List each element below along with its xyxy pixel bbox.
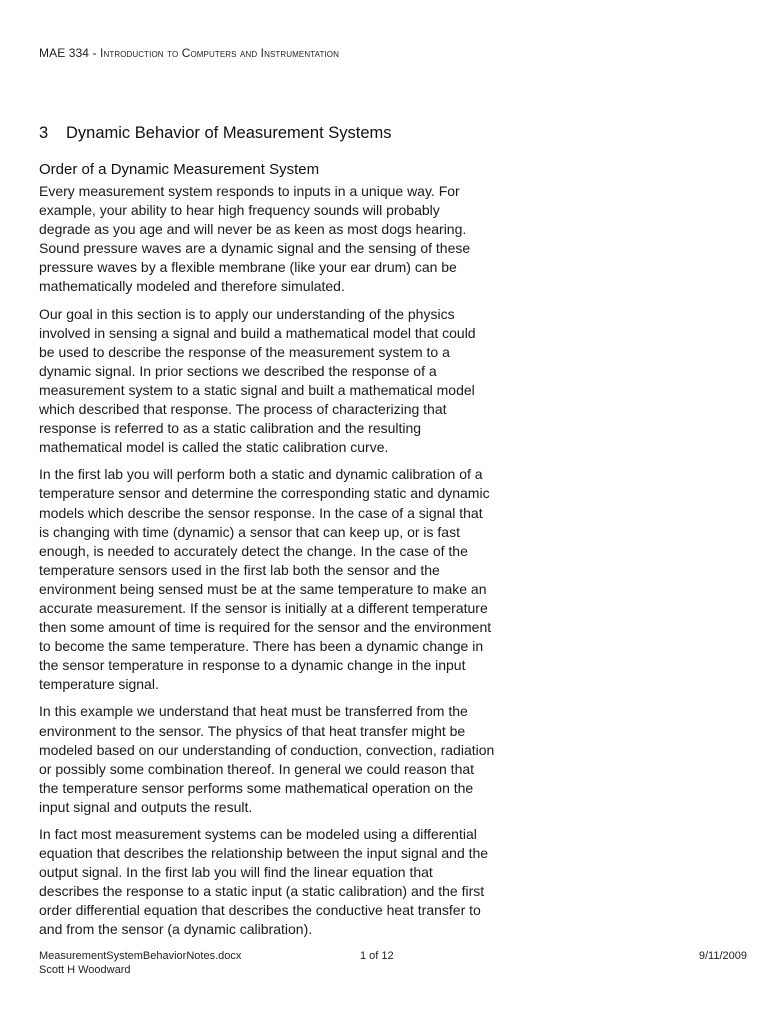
section-title: Dynamic Behavior of Measurement Systems — [66, 124, 392, 142]
footer-author: Scott H Woodward — [39, 964, 131, 976]
running-header — [39, 46, 339, 60]
section-heading — [39, 124, 392, 143]
paragraph: In this example we understand that heat must be transferred from the environment to the sensor. The physics of that heat transfer might be modeled based on our understanding of conduction, convection, radiation or possibly some combination thereof. In general we could reason that the temperature sensor performs some mathematical operation on the input signal and outputs the result. — [39, 703, 495, 815]
footer-filename: MeasurementSystemBehaviorNotes.docx — [39, 950, 242, 962]
section-number: 3 — [39, 124, 49, 142]
body-text — [39, 182, 495, 948]
paragraph: In the first lab you will perform both a static and dynamic calibration of a temperature sensor and determine the corresponding static and dynamic models which describe the sensor response. In the case of a signal that is changing with time (dynamic) a sensor that can keep up, or is fast enough, is needed to accurately detect the change. In the case of the temperature sensors used in the first lab both the sensor and the environment being sensed must be at the same temperature to make an accurate measurement. If the sensor is initially at a different temperature then some amount of time is required for the sensor and the environment to become the same temperature. There has been a dynamic change in the sensor temperature in response to a dynamic change in the input temperature signal. — [39, 466, 492, 693]
paragraph: In fact most measurement systems can be modeled using a differential equation that describes the relationship between the input signal and the output signal. In the first lab you will find the linear equation that describes the response to a static input (a static calibration) and the first order differential equation that describes the conductive heat transfer to and from the sensor (a dynamic calibration). — [39, 826, 489, 938]
course-title: Introduction to Computers and Instrumentation — [100, 46, 339, 60]
paragraph: Every measurement system responds to inputs in a unique way. For example, your ability to hear high frequency sounds will probably degrade as you age and will never be as keen as most dogs hearing. Sound pressure waves are a dynamic signal and the sensing of these pressure waves by a flexible membrane (like your ear drum) can be mathematically modeled and therefore simulated. — [39, 183, 471, 295]
footer-page-number: 1 of 12 — [360, 950, 394, 962]
course-code: MAE 334 - — [39, 46, 101, 60]
footer-date: 9/11/2009 — [698, 950, 747, 962]
paragraph: Our goal in this section is to apply our understanding of the physics involved in sensing a signal and build a mathematical model that could be used to describe the response of the measurement system to a dynamic signal. In prior sections we described the response of a measurement system to a static signal and built a mathematical model which described that response. The process of characterizing that response is referred to as a static calibration and the resulting mathematical model is called the static calibration curve. — [39, 305, 476, 456]
subsection-heading: Order of a Dynamic Measurement System — [39, 161, 320, 178]
